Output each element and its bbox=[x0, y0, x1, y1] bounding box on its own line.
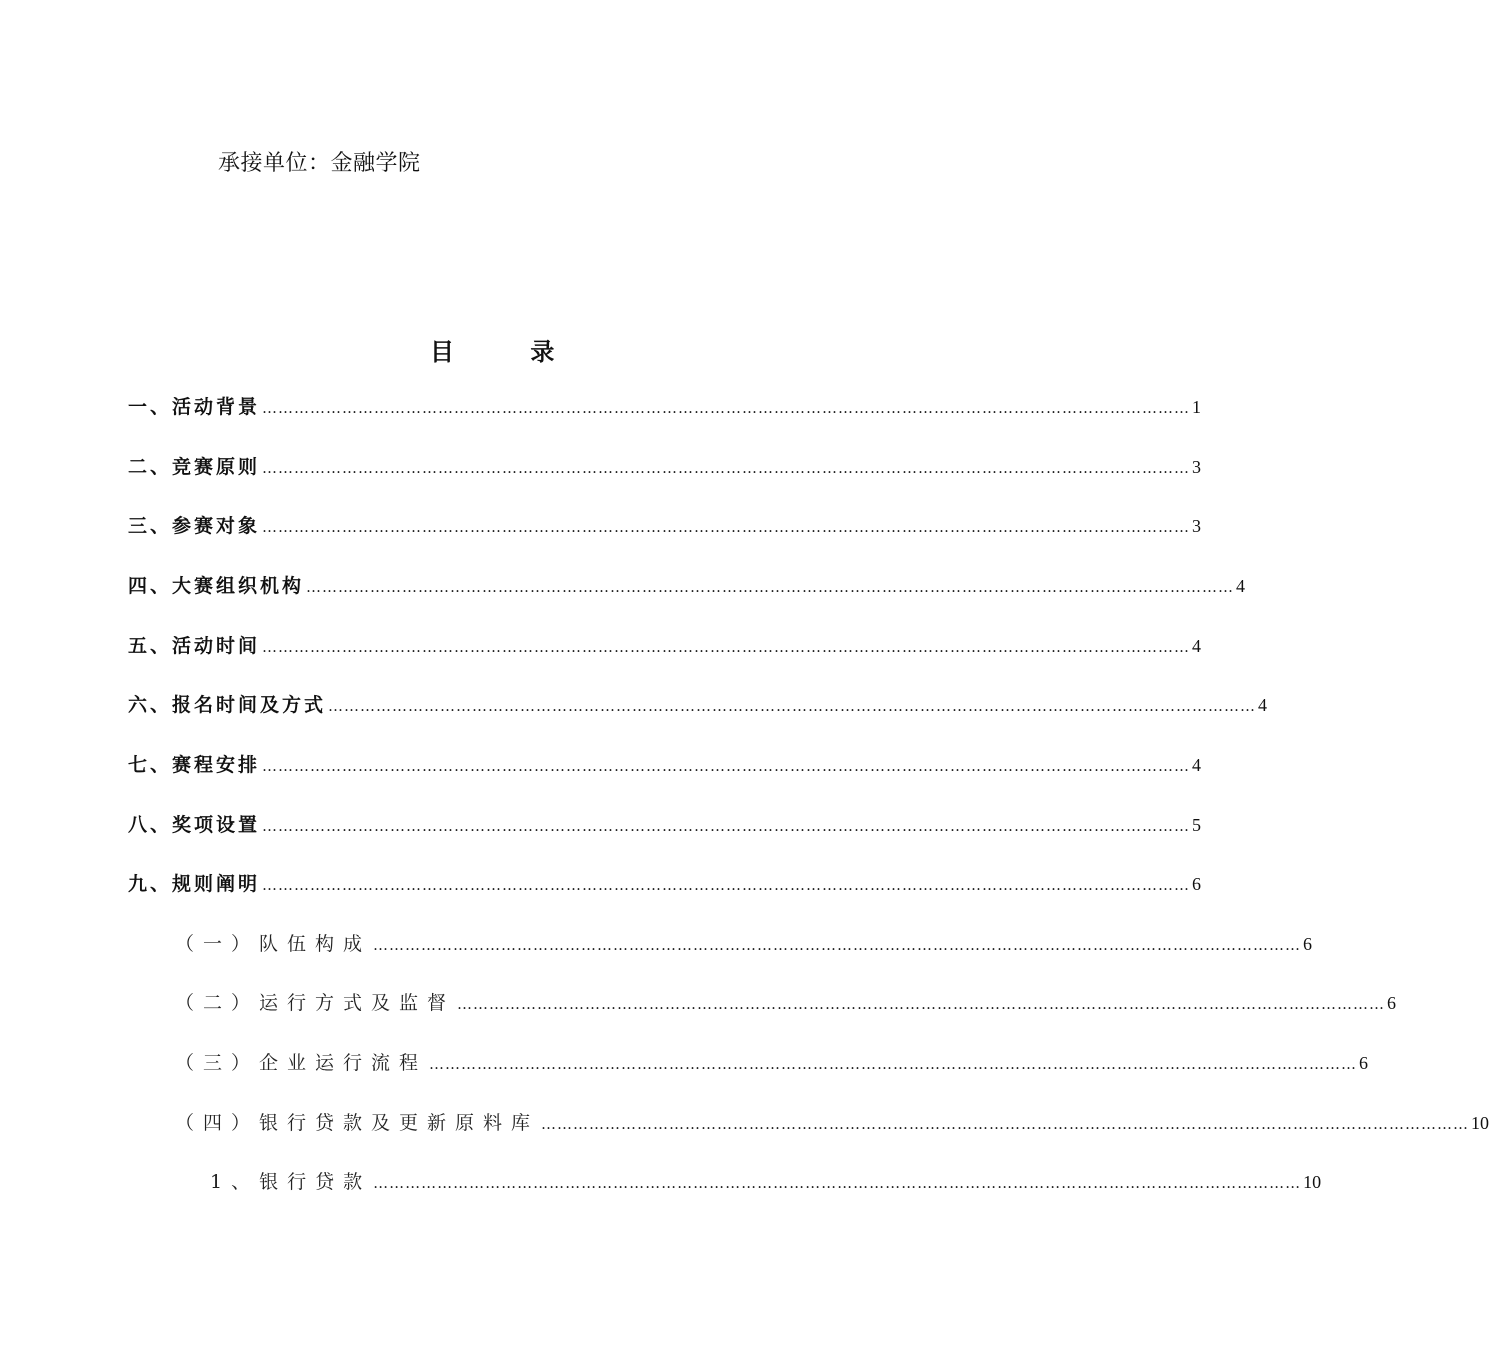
toc-entry-page: 1 bbox=[1192, 397, 1202, 417]
toc-entry-page: 4 bbox=[1258, 695, 1268, 715]
toc-entry-page: 3 bbox=[1192, 457, 1202, 477]
toc-entry-label: 一、活动背景 bbox=[128, 396, 261, 418]
toc-entry-page: 5 bbox=[1192, 815, 1202, 835]
toc-entry-label: 九、规则阐明 bbox=[128, 873, 261, 895]
toc-leader-dots: ………………………………………………………………………………………………………………………………………………………… bbox=[429, 1055, 1358, 1073]
toc-title: 目 录 bbox=[430, 337, 589, 366]
toc-entry-label: 三、参赛对象 bbox=[128, 515, 261, 537]
toc-entry-page: 4 bbox=[1192, 636, 1202, 656]
toc-entry-label: 八、奖项设置 bbox=[128, 814, 261, 836]
toc-entry-page: 6 bbox=[1359, 1053, 1369, 1073]
toc-leader-dots: ………………………………………………………………………………………………………………………………………………………… bbox=[306, 578, 1235, 596]
toc-leader-dots: ………………………………………………………………………………………………………………………………………………………… bbox=[262, 399, 1191, 417]
toc-leader-dots: ………………………………………………………………………………………………………………………………………………………… bbox=[262, 638, 1191, 656]
toc-leader-dots: ………………………………………………………………………………………………………………………………………………………… bbox=[262, 817, 1191, 835]
toc-leader-dots: ………………………………………………………………………………………………………………………………………………………… bbox=[262, 757, 1191, 775]
toc-leader-dots: ………………………………………………………………………………………………………………………………………………………… bbox=[262, 518, 1191, 536]
toc-entry-label: 四、大赛组织机构 bbox=[128, 575, 305, 597]
toc-entry-activity-background[interactable] bbox=[128, 392, 1202, 422]
toc-entry-registration[interactable] bbox=[128, 690, 1268, 720]
toc-entry-page: 6 bbox=[1192, 874, 1202, 894]
toc-entry-competition-principles[interactable] bbox=[128, 452, 1202, 482]
toc-leader-dots: ………………………………………………………………………………………………………………………………………………………… bbox=[262, 459, 1191, 477]
toc-leader-dots: ………………………………………………………………………………………………………………………………………………………… bbox=[328, 697, 1257, 715]
toc-entry-page: 4 bbox=[1236, 576, 1246, 596]
toc-entry-operation-supervision[interactable] bbox=[175, 988, 1397, 1018]
toc-entry-label: （一）队伍构成 bbox=[175, 933, 372, 955]
toc-entry-business-process[interactable] bbox=[175, 1048, 1369, 1078]
toc-entry-label: 六、报名时间及方式 bbox=[128, 694, 327, 716]
toc-entry-team-composition[interactable] bbox=[175, 929, 1313, 959]
undertaker-unit: 承接单位：金融学院 bbox=[218, 151, 421, 176]
toc-entry-page: 10 bbox=[1471, 1113, 1489, 1133]
toc-entry-page: 6 bbox=[1387, 993, 1397, 1013]
toc-entry-label: （四）银行贷款及更新原料库 bbox=[175, 1112, 540, 1134]
toc-entry-rules[interactable] bbox=[128, 869, 1202, 899]
toc-entry-bank-loans-materials[interactable] bbox=[175, 1108, 1489, 1138]
toc-entry-awards[interactable] bbox=[128, 810, 1202, 840]
toc-leader-dots: ………………………………………………………………………………………………………………………………………………………… bbox=[373, 936, 1302, 954]
toc-leader-dots: ………………………………………………………………………………………………………………………………………………………… bbox=[457, 995, 1386, 1013]
toc-entry-label: 五、活动时间 bbox=[128, 635, 261, 657]
toc-entry-bank-loans[interactable] bbox=[210, 1167, 1322, 1197]
toc-entry-organization[interactable] bbox=[128, 571, 1246, 601]
toc-entry-page: 3 bbox=[1192, 516, 1202, 536]
toc-entry-label: 二、竞赛原则 bbox=[128, 456, 261, 478]
toc-entry-label: 1、银行贷款 bbox=[210, 1171, 372, 1193]
toc-entry-label: （三）企业运行流程 bbox=[175, 1052, 428, 1074]
toc-entry-schedule[interactable] bbox=[128, 750, 1202, 780]
toc-entry-label: （二）运行方式及监督 bbox=[175, 992, 456, 1014]
toc-leader-dots: ………………………………………………………………………………………………………………………………………………………… bbox=[262, 876, 1191, 894]
toc-leader-dots: ………………………………………………………………………………………………………………………………………………………… bbox=[373, 1174, 1302, 1192]
toc-leader-dots: ………………………………………………………………………………………………………………………………………………………… bbox=[541, 1115, 1470, 1133]
toc-entry-page: 10 bbox=[1303, 1172, 1322, 1192]
toc-entry-activity-time[interactable] bbox=[128, 631, 1202, 661]
toc-entry-page: 4 bbox=[1192, 755, 1202, 775]
toc-entry-page: 6 bbox=[1303, 934, 1313, 954]
toc-entry-label: 七、赛程安排 bbox=[128, 754, 261, 776]
toc-entry-participants[interactable] bbox=[128, 511, 1202, 541]
